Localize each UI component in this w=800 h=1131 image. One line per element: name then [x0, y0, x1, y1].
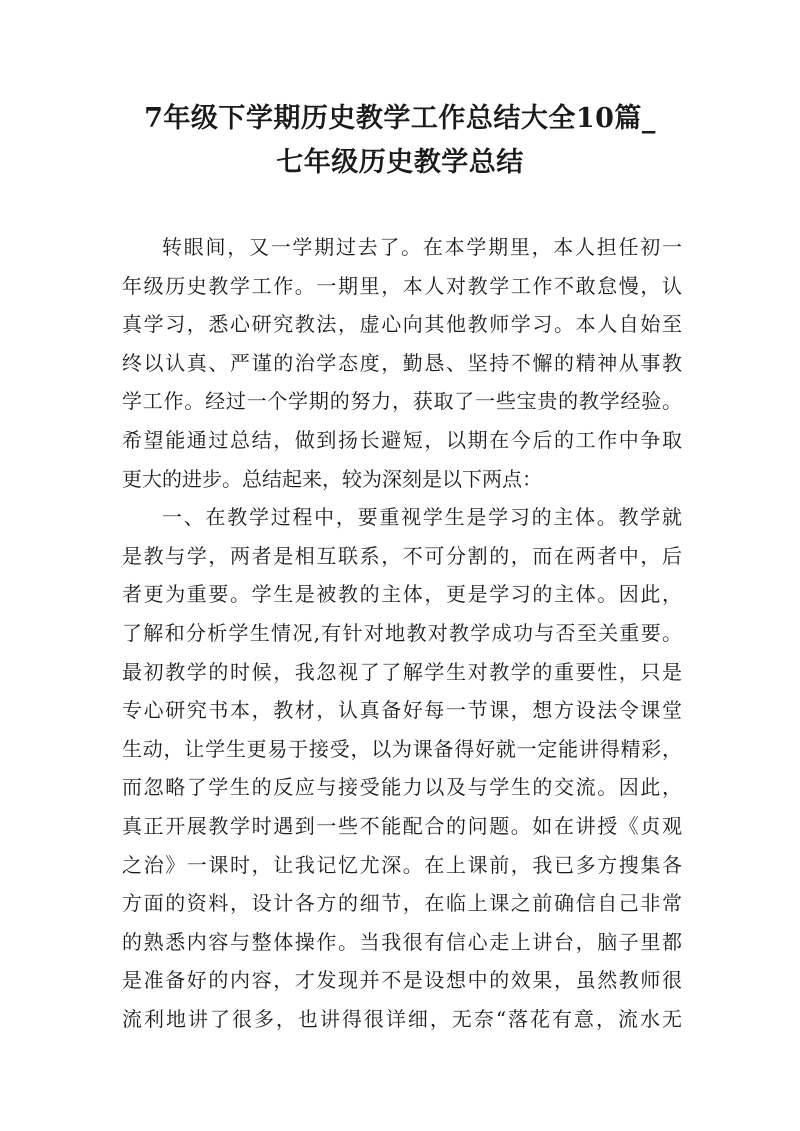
paragraph-2-line: 了解和分析学生情况,有针对地教对教学成功与否至关重要。: [122, 620, 682, 645]
paragraph-1-line: 希望能通过总结，做到扬长避短，以期在今后的工作中争取: [122, 427, 682, 452]
paragraph-1-line: 年级历史教学工作。一期里，本人对教学工作不敢怠慢，认: [122, 273, 682, 298]
paragraph-1-line: 转眼间，又一学期过去了。在本学期里，本人担任初一: [162, 235, 682, 259]
paragraph-2-line: 真正开展教学时遇到一些不能配合的问题。如在讲授《贞观: [122, 813, 682, 838]
paragraph-2-line: 之治》一课时，让我记忆尤深。在上课前，我已多方搜集各: [122, 852, 682, 877]
document-body: [122, 228, 682, 1038]
paragraph-2-line: 方面的资料，设计各方的细节，在临上课之前确信自己非常: [122, 891, 682, 916]
paragraph-1-line: 学工作。经过一个学期的努力，获取了一些宝贵的教学经验。: [122, 389, 682, 414]
paragraph-2-line: 专心研究书本，教材，认真备好每一节课，想方设法令课堂: [122, 698, 682, 723]
paragraph-2-line: 一、在教学过程中，要重视学生是学习的主体。教学就: [162, 505, 682, 530]
paragraph-1-line: 真学习，悉心研究教法，虚心向其他教师学习。本人自始至: [122, 312, 682, 337]
paragraph-2-line: 是准备好的内容，才发现并不是设想中的效果，虽然教师很: [122, 968, 682, 993]
paragraph-2-line: 生动，让学生更易于接受，以为课备得好就一定能讲得精彩，: [122, 736, 682, 761]
paragraph-2-line: 流利地讲了很多，也讲得很详细，无奈“落花有意，流水无: [122, 1006, 682, 1031]
paragraph-2-line: 而忽略了学生的反应与接受能力以及与学生的交流。因此，: [122, 775, 682, 800]
paragraph-2-line: 最初教学的时候，我忽视了了解学生对教学的重要性，只是: [122, 659, 682, 684]
document-title-line-1: 7年级下学期历史教学工作总结大全10篇_: [144, 103, 656, 134]
document-title-line-2: 七年级历史教学总结: [276, 147, 524, 178]
paragraph-2-line: 者更为重要。学生是被教的主体，更是学习的主体。因此，: [122, 582, 682, 607]
paragraph-2-line: 的熟悉内容与整体操作。当我很有信心走上讲台，脑子里都: [122, 929, 682, 954]
paragraph-1-last-line: 更大的进步。总结起来，较为深刻是以下两点：: [122, 466, 542, 491]
paragraph-2-line: 是教与学，两者是相互联系，不可分割的，而在两者中，后: [122, 543, 682, 568]
paragraph-1-line: 终以认真、严谨的治学态度，勤恳、坚持不懈的精神从事教: [122, 350, 682, 375]
